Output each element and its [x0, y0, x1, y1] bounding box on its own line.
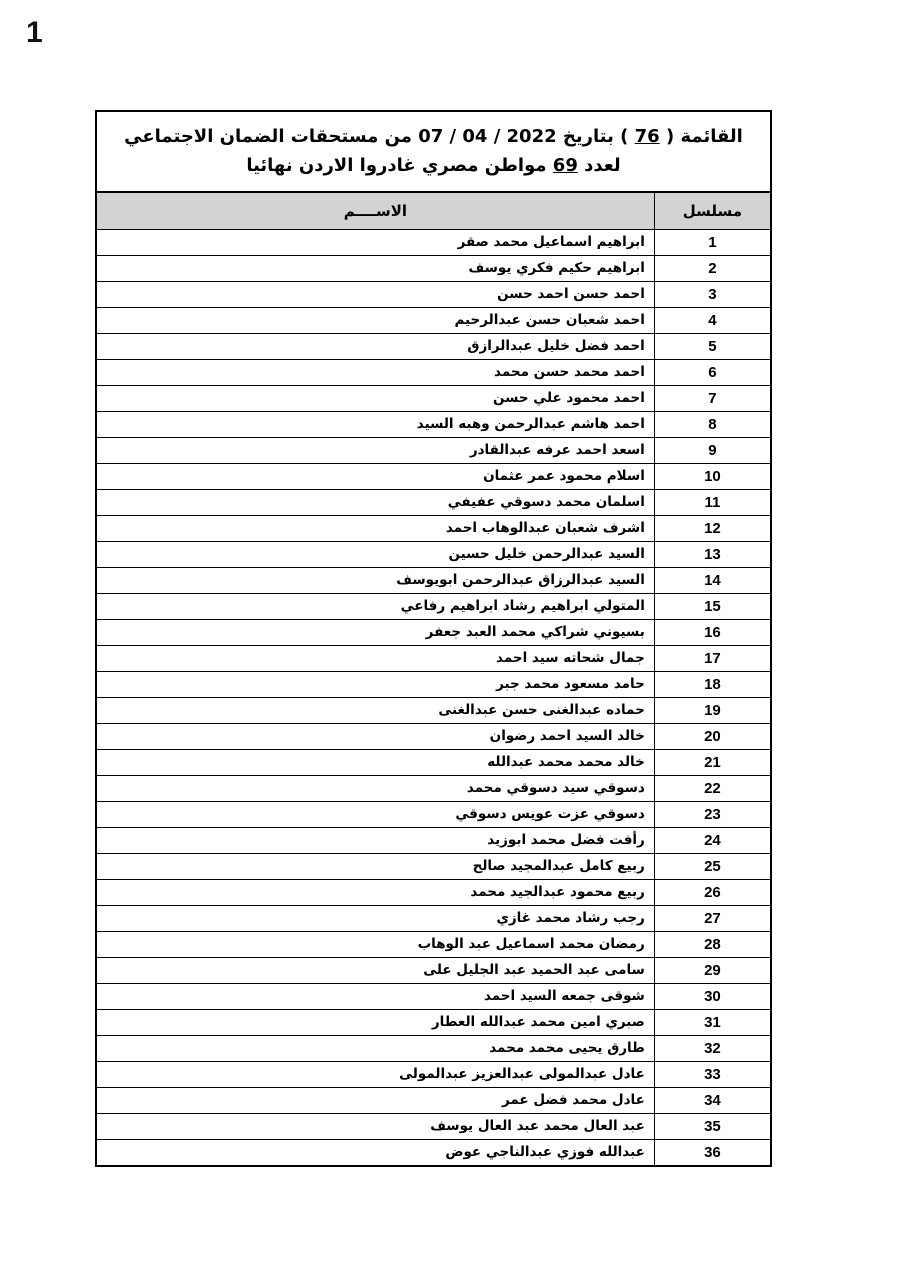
name-cell: اسلمان محمد دسوقي عفيفي — [96, 490, 654, 516]
title-text-after-number: ) بتاريخ — [556, 126, 635, 147]
serial-cell: 20 — [654, 724, 771, 750]
name-cell: عبد العال محمد عبد العال يوسف — [96, 1114, 654, 1140]
serial-cell: 5 — [654, 334, 771, 360]
table-row — [96, 1010, 771, 1036]
table-row — [96, 620, 771, 646]
table-row — [96, 1062, 771, 1088]
serial-cell: 17 — [654, 646, 771, 672]
table-row — [96, 464, 771, 490]
table-row — [96, 958, 771, 984]
name-cell: احمد فضل خليل عبدالرازق — [96, 334, 654, 360]
serial-cell: 25 — [654, 854, 771, 880]
serial-cell: 21 — [654, 750, 771, 776]
serial-cell: 18 — [654, 672, 771, 698]
table-row — [96, 672, 771, 698]
name-cell: دسوقي سيد دسوقي محمد — [96, 776, 654, 802]
table-row — [96, 334, 771, 360]
serial-cell: 8 — [654, 412, 771, 438]
table-row — [96, 1036, 771, 1062]
serial-cell: 9 — [654, 438, 771, 464]
name-cell: اشرف شعبان عبدالوهاب احمد — [96, 516, 654, 542]
title-text-line2-suffix: مواطن مصري غادروا الاردن نهائيا — [246, 154, 553, 176]
name-cell: عبدالله فوزي عبدالناجي عوض — [96, 1140, 654, 1166]
table-row — [96, 386, 771, 412]
table-row — [96, 724, 771, 750]
serial-cell: 3 — [654, 282, 771, 308]
table-row — [96, 256, 771, 282]
name-column-header: الاســــم — [96, 192, 654, 230]
serial-cell: 26 — [654, 880, 771, 906]
name-cell: صبري امين محمد عبدالله العطار — [96, 1010, 654, 1036]
table-row — [96, 516, 771, 542]
serial-cell: 13 — [654, 542, 771, 568]
title-row — [96, 111, 771, 192]
table-row — [96, 854, 771, 880]
list-number: 76 — [634, 126, 660, 147]
serial-cell: 6 — [654, 360, 771, 386]
table-title — [96, 111, 771, 192]
table-row — [96, 776, 771, 802]
name-cell: السيد عبدالرحمن خليل حسين — [96, 542, 654, 568]
name-cell: ربيع كامل عبدالمجيد صالح — [96, 854, 654, 880]
serial-cell: 14 — [654, 568, 771, 594]
serial-cell: 4 — [654, 308, 771, 334]
serial-cell: 7 — [654, 386, 771, 412]
name-cell: خالد السيد احمد رضوان — [96, 724, 654, 750]
serial-cell: 24 — [654, 828, 771, 854]
name-cell: رأفت فضل محمد ابوزيد — [96, 828, 654, 854]
name-cell: احمد حسن احمد حسن — [96, 282, 654, 308]
serial-cell: 12 — [654, 516, 771, 542]
table-row — [96, 230, 771, 256]
table-row — [96, 594, 771, 620]
serial-cell: 35 — [654, 1114, 771, 1140]
title-text-line2-prefix: لعدد — [577, 154, 621, 176]
table-row — [96, 646, 771, 672]
serial-cell: 10 — [654, 464, 771, 490]
name-cell: احمد محمود علي حسن — [96, 386, 654, 412]
table-row — [96, 568, 771, 594]
name-cell: حامد مسعود محمد جبر — [96, 672, 654, 698]
serial-cell: 15 — [654, 594, 771, 620]
serial-cell: 19 — [654, 698, 771, 724]
serial-cell: 28 — [654, 932, 771, 958]
table-row — [96, 360, 771, 386]
table-row — [96, 490, 771, 516]
name-cell: ابراهيم حكيم فكري يوسف — [96, 256, 654, 282]
table-head — [96, 111, 771, 230]
title-text-prefix: القائمة ( — [659, 126, 743, 147]
table-row — [96, 438, 771, 464]
table-row — [96, 698, 771, 724]
table-row — [96, 542, 771, 568]
serial-cell: 16 — [654, 620, 771, 646]
title-text-line1-suffix: من مستحقات الضمان الاجتماعي — [124, 126, 419, 147]
table-row — [96, 802, 771, 828]
name-cell: المتولي ابراهيم رشاد ابراهيم رفاعي — [96, 594, 654, 620]
serial-cell: 33 — [654, 1062, 771, 1088]
serial-cell: 23 — [654, 802, 771, 828]
name-cell: عادل عبدالمولى عبدالعزيز عبدالمولى — [96, 1062, 654, 1088]
citizen-count: 69 — [552, 154, 578, 176]
name-cell: سامى عبد الحميد عبد الجليل على — [96, 958, 654, 984]
name-cell: حماده عبدالغنى حسن عبدالغنى — [96, 698, 654, 724]
name-cell: شوقى جمعه السيد احمد — [96, 984, 654, 1010]
table-row — [96, 828, 771, 854]
name-cell: احمد محمد حسن محمد — [96, 360, 654, 386]
name-cell: ربيع محمود عبدالجيد محمد — [96, 880, 654, 906]
title-line-2 — [107, 152, 760, 181]
serial-cell: 2 — [654, 256, 771, 282]
name-cell: اسلام محمود عمر عثمان — [96, 464, 654, 490]
table-body — [96, 230, 771, 1166]
title-line-1 — [107, 123, 760, 152]
name-cell: دسوقي عزت عويس دسوقي — [96, 802, 654, 828]
page-number: 1 — [26, 16, 43, 49]
title-date: 07 / 04 / 2022 — [418, 126, 557, 147]
serial-cell: 36 — [654, 1140, 771, 1166]
name-cell: رمضان محمد اسماعيل عبد الوهاب — [96, 932, 654, 958]
name-cell: بسيوني شراكي محمد العبد جعفر — [96, 620, 654, 646]
table-row — [96, 984, 771, 1010]
name-cell: خالد محمد محمد عبدالله — [96, 750, 654, 776]
name-cell: جمال شحاته سيد احمد — [96, 646, 654, 672]
name-cell: اسعد احمد عرفه عبدالقادر — [96, 438, 654, 464]
serial-cell: 29 — [654, 958, 771, 984]
column-header-row — [96, 192, 771, 230]
serial-cell: 22 — [654, 776, 771, 802]
serial-cell: 31 — [654, 1010, 771, 1036]
serial-cell: 27 — [654, 906, 771, 932]
name-cell: طارق يحيى محمد محمد — [96, 1036, 654, 1062]
table-row — [96, 308, 771, 334]
table-row — [96, 932, 771, 958]
name-cell: احمد شعبان حسن عبدالرحيم — [96, 308, 654, 334]
table-row — [96, 750, 771, 776]
table-row — [96, 1140, 771, 1166]
name-cell: احمد هاشم عبدالرحمن وهبه السيد — [96, 412, 654, 438]
table-row — [96, 906, 771, 932]
name-cell: عادل محمد فضل عمر — [96, 1088, 654, 1114]
name-cell: السيد عبدالرزاق عبدالرحمن ابويوسف — [96, 568, 654, 594]
table-row — [96, 412, 771, 438]
serial-cell: 32 — [654, 1036, 771, 1062]
serial-column-header: مسلسل — [654, 192, 771, 230]
table-row — [96, 880, 771, 906]
name-cell: رجب رشاد محمد غازي — [96, 906, 654, 932]
name-cell: ابراهيم اسماعيل محمد صقر — [96, 230, 654, 256]
table-row — [96, 1088, 771, 1114]
serial-cell: 34 — [654, 1088, 771, 1114]
table-row — [96, 282, 771, 308]
serial-cell: 30 — [654, 984, 771, 1010]
table-row — [96, 1114, 771, 1140]
names-table — [95, 110, 772, 1167]
serial-cell: 1 — [654, 230, 771, 256]
serial-cell: 11 — [654, 490, 771, 516]
